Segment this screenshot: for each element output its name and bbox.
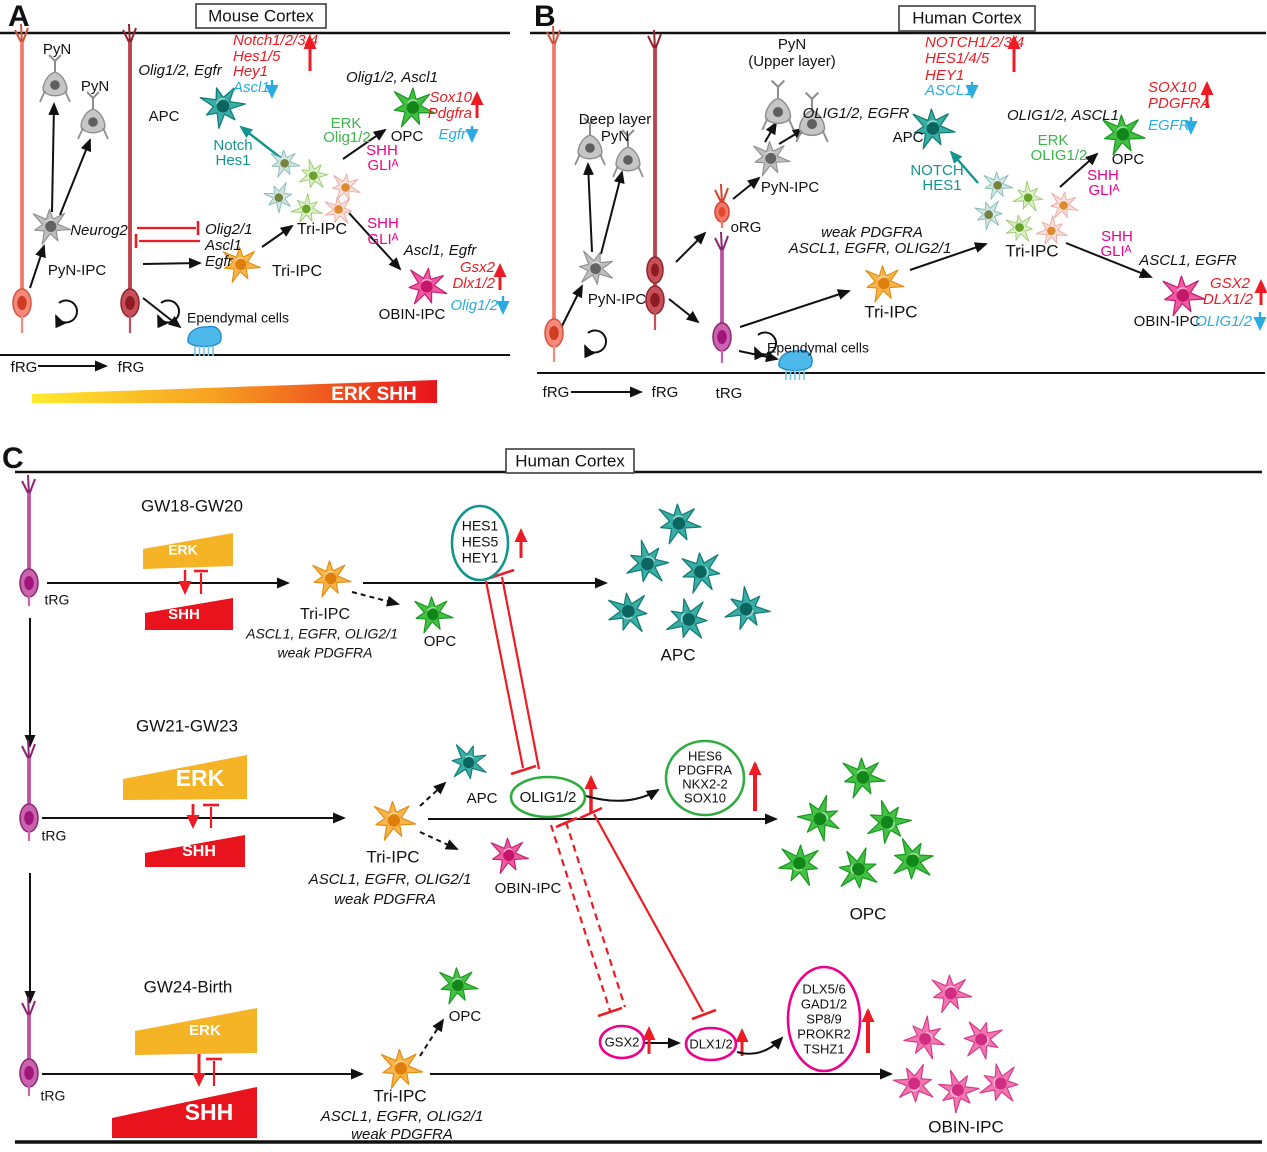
tri-ipc-cluster-cell — [1009, 179, 1048, 219]
ependymal-label: Ependymal cells — [187, 309, 289, 326]
notch-label: Notch — [213, 136, 253, 154]
opc-label: OPC — [448, 1007, 482, 1025]
org-label: oRG — [730, 218, 762, 236]
gene-egfr: Egfr — [205, 252, 233, 270]
arrow — [733, 178, 759, 199]
radial-glia-cell — [545, 26, 563, 362]
obin-genes: Ascl1, Egfr — [403, 241, 477, 259]
hey1-ellipse-line: HEY1 — [461, 549, 499, 566]
ascl1-down-gene: Ascl1 — [233, 78, 270, 96]
tri-ipc-cluster-cell — [984, 172, 1013, 199]
hes6-ellipse-line: HES6 — [688, 748, 722, 764]
weak-pdgfra: weak PDGFRA — [277, 644, 373, 661]
opc-cell — [415, 597, 453, 633]
tri-ipc-genes: ASCL1, EGFR, OLIG2/1 — [788, 239, 952, 257]
panel-b-title: Human Cortex — [912, 8, 1022, 28]
apc-cluster-label: APC — [660, 645, 696, 665]
erk-label: ERK — [1037, 131, 1069, 149]
tri-ipc-label: Tri-IPC — [373, 1086, 427, 1106]
frg-label: fRG — [10, 358, 38, 376]
tri-ipc-label: Tri-IPC — [366, 847, 420, 867]
tri-ipc-cluster-cell — [975, 201, 1002, 230]
tri-ipc-cell — [382, 1050, 423, 1089]
apc-cell — [677, 549, 723, 597]
dlx12-ellipse-label: DLX1/2 — [689, 1036, 733, 1052]
erk-bar-label: ERK — [175, 765, 225, 792]
inhibition-line — [594, 814, 703, 1012]
arrow — [588, 164, 592, 252]
arrow — [420, 832, 457, 849]
trg-label: tRG — [40, 1087, 66, 1104]
shh-label: SHH — [367, 214, 399, 232]
hes1-ellipse-line: HES1 — [461, 517, 499, 534]
opc-label: OPC — [390, 127, 424, 145]
tri-ipc-cluster-label: Tri-IPC — [296, 221, 348, 239]
shh-bar-label: SHH — [168, 605, 200, 623]
obin-genes: ASCL1, EGFR — [1139, 251, 1237, 269]
tri-ipc-cell — [375, 802, 416, 841]
panel-a-title: Mouse Cortex — [208, 6, 314, 26]
tri-ipc-cluster-cell — [330, 172, 363, 204]
curved-arrow — [586, 790, 658, 801]
gli-label: GLIᴬ — [367, 156, 399, 174]
frg-label: fRG — [542, 383, 570, 401]
dlx12-up: Dlx1/2 — [452, 274, 495, 292]
gad12-ellipse-line: GAD1/2 — [800, 996, 848, 1012]
pyn-ipc-label: PyN-IPC — [760, 178, 820, 196]
opc-cell — [885, 834, 941, 889]
self-renewal-loop — [585, 330, 606, 352]
arrow — [560, 286, 582, 330]
tshz1-ellipse-line: TSHZ1 — [803, 1041, 845, 1057]
arrow — [30, 246, 44, 288]
hey-up-gene: Hey1 — [233, 62, 269, 80]
radial-glia-cell — [646, 30, 664, 330]
hes1-label: Hes1 — [215, 151, 251, 169]
shh-bar-label: SHH — [182, 843, 216, 861]
arrow — [676, 233, 705, 262]
apc-label: APC — [892, 128, 924, 146]
arrow — [60, 140, 90, 215]
gw-stage-label: GW24-Birth — [143, 977, 233, 997]
pyramidal-neuron — [762, 81, 794, 130]
weak-pdgfra: weak PDGFRA — [351, 1125, 453, 1143]
gsx2-up: GSX2 — [1209, 274, 1250, 292]
egfr-down: EGFR — [1148, 116, 1190, 134]
apc-genes: OLIG1/2, EGFR — [802, 104, 910, 122]
prokr2-ellipse-line: PROKR2 — [797, 1026, 851, 1042]
olig12-down: Olig1/2 — [450, 296, 498, 314]
sp89-ellipse-line: SP8/9 — [806, 1011, 842, 1027]
obin-ipc-cell — [932, 975, 972, 1012]
frg-label: fRG — [651, 383, 679, 401]
obin-ipc-label: OBIN-IPC — [1133, 312, 1201, 330]
pyn-label: PyN — [42, 40, 72, 58]
apc-cell — [659, 504, 701, 544]
apc-cell — [446, 740, 493, 786]
erk-label: ERK — [330, 114, 362, 132]
panel-c-title: Human Cortex — [515, 451, 625, 471]
erk-bar-label: ERK — [168, 541, 198, 558]
curved-arrow — [737, 1038, 782, 1054]
gsx2-ellipse-label: GSX2 — [604, 1034, 640, 1050]
erk-bar-label: ERK — [189, 1021, 221, 1039]
weak-pdgfra: weak PDGFRA — [821, 223, 923, 241]
obin-ipc-label: OBIN-IPC — [378, 305, 446, 323]
notch-label: NOTCH — [910, 161, 964, 179]
panel-b-letter: B — [534, 0, 556, 33]
opc-genes: Olig1/2, Ascl1 — [346, 68, 438, 86]
apc-label: APC — [148, 107, 180, 125]
frg-label: fRG — [117, 358, 145, 376]
sox10-up: SOX10 — [1148, 78, 1197, 96]
olig12-label: Olig1/2 — [323, 128, 371, 146]
dlx56-ellipse-line: DLX5/6 — [802, 981, 846, 997]
hes1-label: HES1 — [922, 176, 962, 194]
gli-label: GLIᴬ — [1088, 181, 1120, 199]
trg-label: tRG — [715, 384, 743, 402]
olig12-label: OLIG1/2 — [1030, 146, 1088, 164]
opc-cell — [440, 968, 478, 1004]
tri-ipc-label: Tri-IPC — [299, 606, 351, 624]
apc-label: APC — [466, 789, 498, 807]
radial-glia-cell — [13, 24, 31, 333]
ependymal-cell — [188, 326, 221, 356]
arrow — [420, 783, 445, 806]
neurog2-label: Neurog2 — [70, 221, 128, 239]
nkx22-ellipse-line: NKX2-2 — [682, 776, 728, 792]
opc-cluster-label: OPC — [849, 904, 887, 924]
arrow — [352, 592, 398, 604]
upper-pyn-label: PyN — [777, 35, 807, 53]
arrow — [52, 104, 54, 212]
shh-bar-label: SHH — [184, 1099, 234, 1126]
radial-glia-cell — [715, 184, 729, 228]
apc-cell — [662, 591, 717, 647]
egfr-down: Egfr — [438, 125, 466, 143]
arrow — [740, 291, 849, 327]
pyramidal-neuron — [40, 55, 70, 102]
tri-ipc-cell — [866, 266, 904, 302]
radial-glia-cell — [20, 997, 38, 1096]
apc-genes: Olig1/2, Egfr — [138, 61, 222, 79]
pyn-ipc-cell — [573, 247, 619, 292]
apc-cell — [619, 536, 677, 593]
pyramidal-neuron — [78, 92, 108, 139]
arrow — [143, 263, 200, 264]
tri-ipc-cluster-cell — [1001, 209, 1037, 245]
pdgfra-ellipse-line: PDGFRA — [677, 762, 733, 778]
pdgfra-up: Pdgfra — [427, 104, 472, 122]
ependymal-label: Ependymal cells — [767, 339, 869, 356]
apc-cell — [717, 582, 773, 637]
ascl1-down-gene: ASCL1 — [925, 81, 973, 99]
gli-label: GLIᴬ — [1100, 242, 1132, 260]
gene-olig21: Olig2/1 — [205, 220, 253, 238]
obin-ipc-cell — [1163, 276, 1205, 316]
tri-ipc-cell — [313, 561, 351, 597]
tri-ipc-genes: ASCL1, EGFR, OLIG2/1 — [246, 625, 398, 642]
erk-shh-gradient-label: ERK SHH — [331, 384, 417, 406]
notch-up-genes: Notch1/2/3/4 — [233, 31, 319, 49]
obin-ipc-cell — [932, 1062, 984, 1115]
tri-ipc-genes: ASCL1, EGFR, OLIG2/1 — [320, 1107, 484, 1125]
opc-cell — [843, 758, 885, 798]
tri-ipc-genes: ASCL1, EGFR, OLIG2/1 — [308, 870, 472, 888]
arrow — [420, 1020, 443, 1056]
hey-up-gene: HEY1 — [925, 66, 965, 84]
gw-stage-label: GW18-GW20 — [140, 496, 244, 516]
radial-glia-cell — [20, 740, 38, 841]
dlx12-up: DLX1/2 — [1202, 290, 1253, 308]
inhibition-line — [486, 581, 523, 768]
opc-cell — [794, 794, 846, 847]
gene-ascl1: Ascl1 — [205, 236, 242, 254]
obin-ipc-label: OBIN-IPC — [494, 879, 562, 897]
obin-cluster-label: OBIN-IPC — [928, 1117, 1004, 1137]
opc-cell — [836, 844, 882, 892]
notch-up-genes: NOTCH1/2/3/4 — [925, 33, 1025, 51]
self-renewal-loop — [56, 300, 77, 322]
hes5-ellipse-line: HES5 — [461, 533, 499, 550]
hes-up-genes: Hes1/5 — [233, 47, 281, 65]
arrow — [262, 226, 292, 247]
inhibition-cap — [692, 1010, 716, 1019]
inhibition-line — [551, 825, 610, 1011]
opc-cell — [771, 835, 827, 890]
tri-ipc-cluster-cell — [294, 157, 334, 196]
obin-ipc-cell — [976, 1056, 1028, 1109]
gli-label: GLIᴬ — [367, 230, 399, 248]
olig12-ellipse-label: OLIG1/2 — [519, 788, 577, 806]
inhibition-line — [502, 577, 539, 769]
opc-label: OPC — [423, 632, 457, 650]
panel-a-letter: A — [8, 0, 30, 33]
inhibition-line — [566, 822, 625, 1007]
trg-label: tRG — [44, 591, 70, 608]
opc-label: OPC — [1111, 150, 1145, 168]
opc-genes: OLIG1/2, ASCL1 — [1006, 106, 1120, 124]
apc-cell — [601, 585, 654, 637]
arrow — [669, 299, 698, 322]
radial-glia-cell — [20, 475, 38, 606]
panel-c-letter: C — [2, 441, 24, 475]
sox10-ellipse-line: SOX10 — [684, 790, 726, 806]
tri-ipc-label: Tri-IPC — [271, 263, 323, 281]
tri-ipc-cluster-label: Tri-IPC — [1005, 241, 1059, 261]
trg-label: tRG — [41, 827, 67, 844]
shh-label: SHH — [1087, 166, 1119, 184]
weak-pdgfra: weak PDGFRA — [334, 890, 436, 908]
pyn-label: PyN — [80, 77, 110, 95]
obin-ipc-cell — [893, 1064, 933, 1101]
tri-ipc-label: Tri-IPC — [864, 302, 918, 322]
pyn-ipc-label: PyN-IPC — [47, 261, 107, 279]
gsx2-up: Gsx2 — [459, 258, 495, 276]
pyn-ipc-label: PyN-IPC — [587, 290, 647, 308]
tri-ipc-cluster-cell — [263, 182, 295, 215]
shh-label: SHH — [1101, 227, 1133, 245]
obin-ipc-cell — [405, 265, 451, 309]
shh-label: SHH — [366, 141, 398, 159]
pyn-ipc-cell — [754, 142, 790, 176]
sox10-up: Sox10 — [429, 88, 472, 106]
arrow — [765, 123, 776, 142]
pyn-ipc-cell — [33, 209, 70, 244]
upper-layer-label: (Upper layer) — [748, 52, 836, 70]
deep-layer-label: Deep layer — [578, 110, 652, 128]
pdgfra-up: PDGFRA — [1148, 94, 1211, 112]
radial-glia-cell — [713, 232, 731, 363]
obin-ipc-cell — [954, 1014, 1006, 1067]
arrow — [601, 172, 622, 254]
gw-stage-label: GW21-GW23 — [135, 716, 239, 736]
radial-glia-cell — [121, 24, 139, 333]
diagram-graphics — [0, 4, 1266, 1142]
obin-ipc-cell — [491, 838, 528, 873]
hes-up-genes: HES1/4/5 — [925, 49, 990, 67]
deep-layer-pyn: PyN — [600, 127, 630, 145]
obin-ipc-cell — [899, 1014, 951, 1067]
olig12-down: OLIG1/2 — [1195, 312, 1252, 330]
